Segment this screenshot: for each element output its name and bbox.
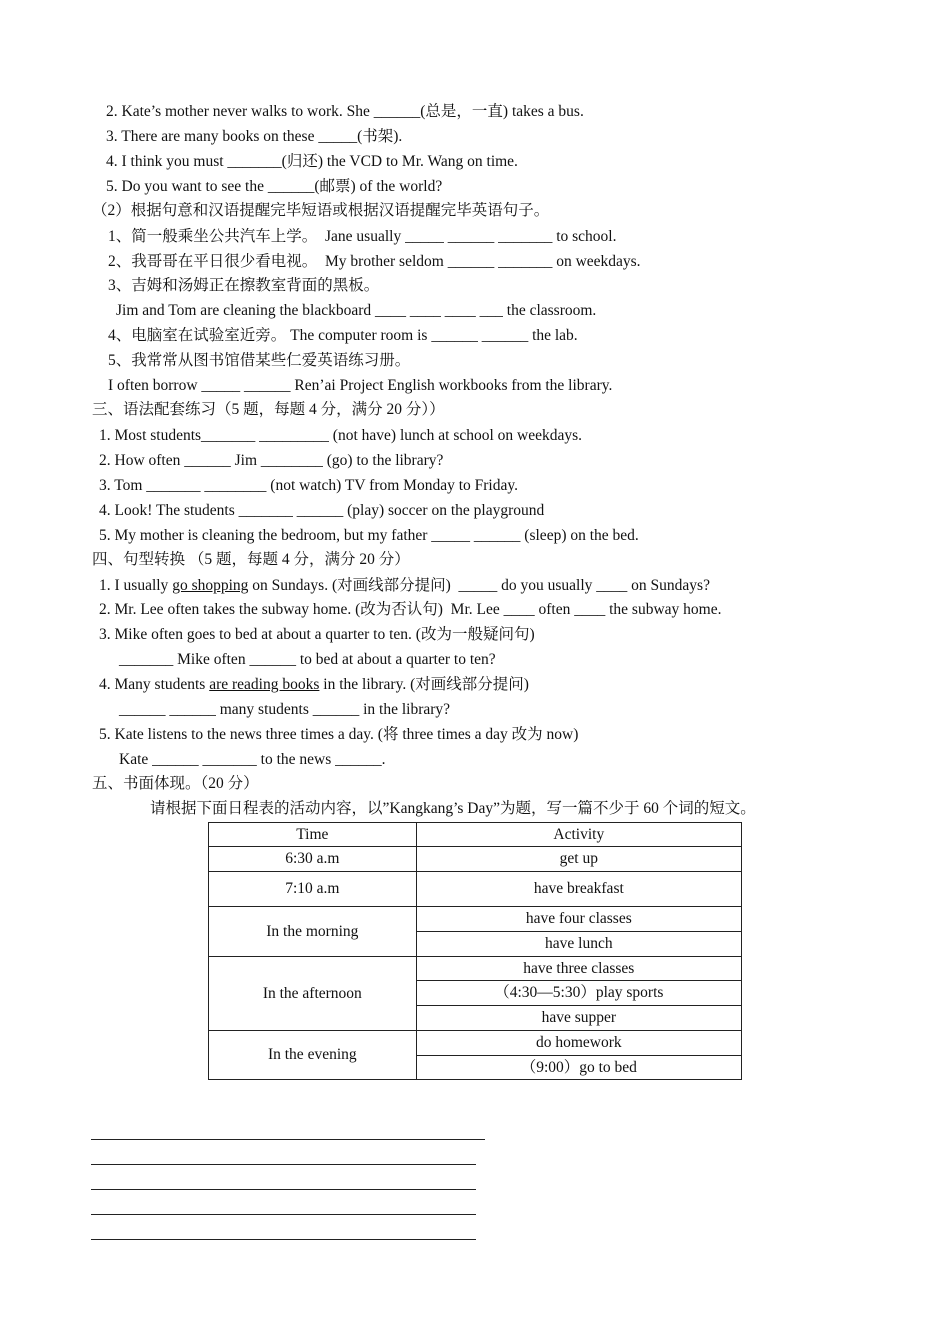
time-cell: In the afternoon	[209, 957, 417, 1031]
translation-item-5-chinese: 5、我常常从图书馆借某些仁爱英语练习册。	[108, 352, 411, 369]
table-header-row	[209, 823, 742, 847]
translation-item-4: 4、电脑室在试验室近旁。 The computer room is ______ ______ the lab.	[108, 327, 578, 344]
grammar-item-3: 3. Tom _______ ________ (not watch) TV from Monday to Friday.	[99, 477, 518, 494]
table-row	[209, 847, 742, 872]
exercise-4-item: 4. I think you must _______(归还) the VCD to Mr. Wang on time.	[106, 153, 518, 170]
header-activity: Activity	[416, 823, 741, 847]
activity-cell: have breakfast	[416, 872, 741, 907]
transform-item-4: 4. Many students are reading books in the library. (对画线部分提问)	[99, 676, 529, 693]
time-cell: In the morning	[209, 907, 417, 957]
answer-line[interactable]	[91, 1164, 476, 1165]
table-row	[209, 957, 742, 981]
exercise-2-item: 2. Kate’s mother never walks to work. She ______(总是，一直) takes a bus.	[106, 103, 584, 120]
transform-item-5: 5. Kate listens to the news three times a day. (将 three times a day 改为 now)	[99, 726, 579, 743]
grammar-item-4: 4. Look! The students _______ ______ (play) soccer on the playground	[99, 502, 545, 519]
time-cell: 6:30 a.m	[209, 847, 417, 872]
section-5-title: 五、书面体现。（20 分）	[92, 775, 259, 792]
activity-cell: have lunch	[416, 932, 741, 957]
section-4-title: 四、句型转换 （5 题，每题 4 分，满分 20 分）	[92, 551, 410, 568]
transform-item-3-answer: _______ Mike often ______ to bed at about a quarter to ten?	[119, 651, 496, 668]
exercise-5-item: 5. Do you want to see the ______(邮票) of the world?	[106, 178, 443, 195]
activity-cell: get up	[416, 847, 741, 872]
transform-item-2: 2. Mr. Lee often takes the subway home. (改为否认句) Mr. Lee ____ often ____ the subway home.	[99, 601, 722, 618]
translation-item-5-english: I often borrow _____ ______ Ren’ai Project English workbooks from the library.	[108, 377, 613, 394]
section-3-title: 三、语法配套练习（5 题，每题 4 分，满分 20 分））	[92, 401, 445, 418]
time-cell: In the evening	[209, 1031, 417, 1080]
translation-item-3-english: Jim and Tom are cleaning the blackboard ____ ____ ____ ___ the classroom.	[116, 302, 597, 319]
activity-cell: have four classes	[416, 907, 741, 932]
answer-line[interactable]	[91, 1214, 476, 1215]
transform-item-4-answer: ______ ______ many students ______ in the library?	[119, 701, 451, 718]
time-cell: 7:10 a.m	[209, 872, 417, 907]
activity-cell: （4:30—5:30）play sports	[416, 981, 741, 1006]
underlined-phrase: go shopping	[172, 577, 249, 594]
activity-cell: have three classes	[416, 957, 741, 981]
exercise-3-item: 3. There are many books on these _____(书架).	[106, 128, 403, 145]
activity-cell: （9:00）go to bed	[416, 1056, 741, 1080]
transform-item-5-answer: Kate ______ _______ to the news ______.	[119, 751, 386, 768]
activity-cell: do homework	[416, 1031, 741, 1056]
transform-item-3: 3. Mike often goes to bed at about a quarter to ten. (改为一般疑问句)	[99, 626, 535, 643]
answer-line[interactable]	[91, 1239, 476, 1240]
grammar-item-2: 2. How often ______ Jim ________ (go) to the library?	[99, 452, 444, 469]
writing-instruction: 请根据下面日程表的活动内容，以”Kangkang’s Day”为题，写一篇不少于 60 个词的短文。	[150, 800, 756, 817]
translation-item-1: 1、简一般乘坐公共汽车上学。 Jane usually _____ ______ _______ to school.	[108, 228, 617, 245]
transform-item-1: 1. I usually go shopping on Sundays. (对画线部分提问) _____ do you usually ____ on Sundays?	[99, 577, 710, 594]
schedule-table	[208, 822, 742, 1080]
grammar-item-5: 5. My mother is cleaning the bedroom, but my father _____ ______ (sleep) on the bed.	[99, 527, 639, 544]
part2-instruction: （2）根据句意和汉语提醒完毕短语或根据汉语提醒完毕英语句子。	[92, 202, 550, 219]
activity-cell: have supper	[416, 1006, 741, 1031]
answer-line[interactable]	[91, 1139, 485, 1140]
translation-item-2: 2、我哥哥在平日很少看电视。 My brother seldom ______ _______ on weekdays.	[108, 253, 641, 270]
underlined-phrase: are reading books	[209, 676, 320, 693]
grammar-item-1: 1. Most students_______ _________ (not have) lunch at school on weekdays.	[99, 427, 583, 444]
translation-item-3-chinese: 3、吉姆和汤姆正在擦教室背面的黑板。	[108, 277, 380, 294]
answer-line[interactable]	[91, 1189, 476, 1190]
table-row	[209, 1031, 742, 1056]
table-row	[209, 907, 742, 932]
header-time: Time	[209, 823, 417, 847]
table-row	[209, 872, 742, 907]
